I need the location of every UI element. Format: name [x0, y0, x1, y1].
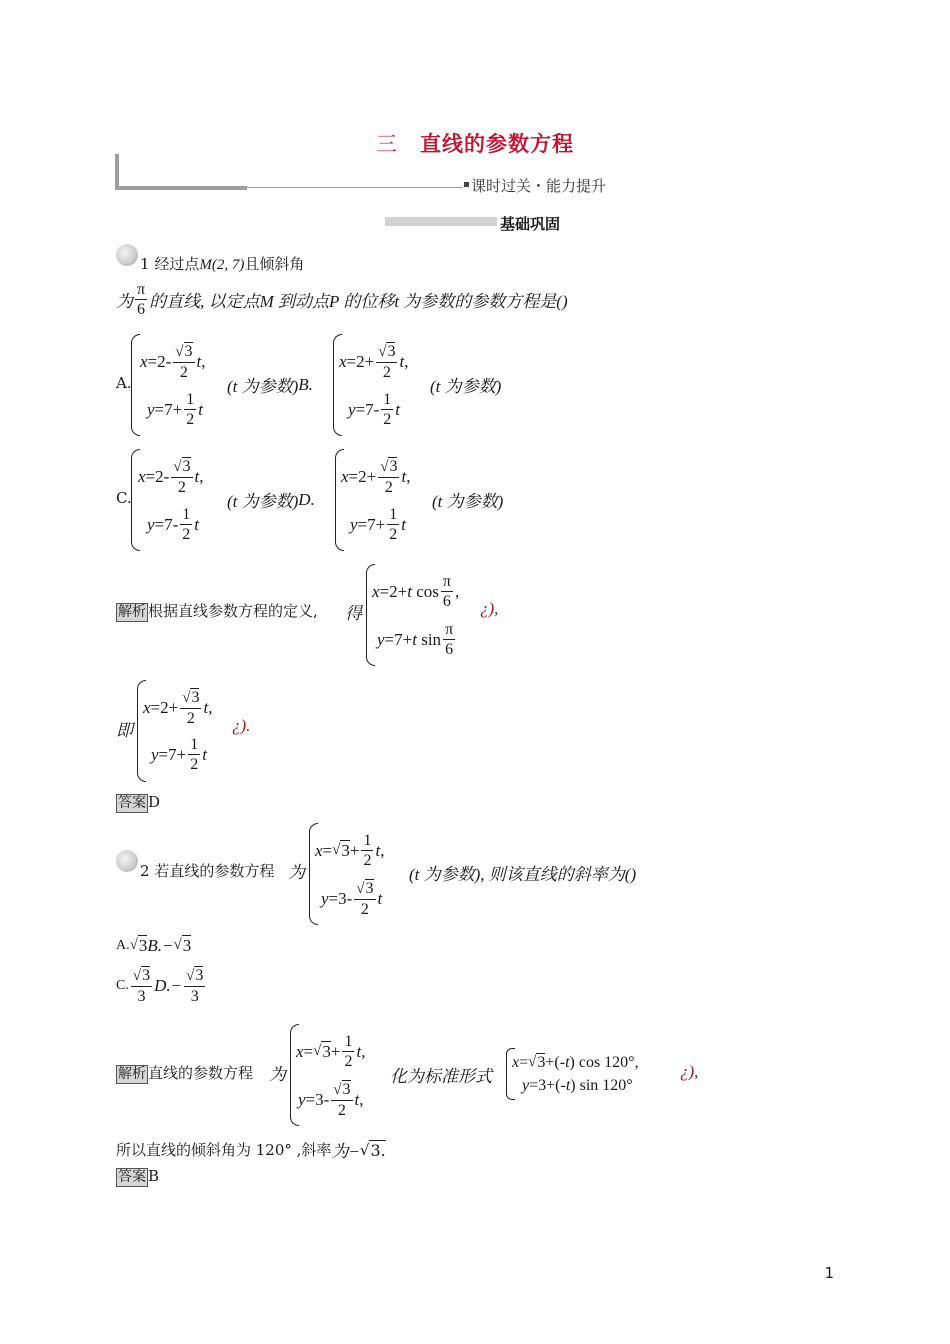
- q1-d-eq2: y =7+ $\frac{1}{2}$ t: [350, 506, 406, 543]
- q2-answer: B: [148, 1167, 160, 1185]
- sqrt-icon: √: [359, 1140, 370, 1159]
- q1-ji: 即: [116, 721, 133, 740]
- page-number: 1: [824, 1264, 834, 1282]
- q2-conclusion-text: 所以直线的倾斜角为 120° ,斜率: [116, 1141, 332, 1159]
- title-text: 直线的参数方程: [420, 132, 574, 156]
- q1-a-eq2: y =7+ $\frac{1}{2}$ t: [147, 391, 203, 428]
- q2-standard-eq2: y =3+(- t ) sin 120°: [522, 1077, 633, 1094]
- q1-analysis-eq2: y =7+ t sin $\frac{\pi}{6}$: [377, 621, 454, 658]
- q1-c-param-note: (t 为参数) D.: [227, 489, 315, 511]
- title-number: 三: [376, 132, 398, 156]
- q1-d-param-note: (t 为参数): [432, 492, 504, 511]
- section-label: 基础巩固: [500, 215, 561, 233]
- q2-stem-wei: 为: [288, 863, 305, 882]
- q1-analysis-tail: ¿),: [480, 599, 499, 618]
- q1-stem-b: 且倾斜角: [244, 255, 305, 273]
- q1-c-eq2: y =7- $\frac{1}{2}$ t: [147, 506, 200, 543]
- q2-analysis-wei: 为: [269, 1065, 286, 1084]
- q2-analysis-text: 直线的参数方程: [148, 1064, 254, 1082]
- q2-options-ab: A. √ 3 B.− √ 3: [116, 935, 192, 955]
- header-subtitle: 课时过关・能力提升: [471, 177, 607, 195]
- analysis-tag: 解析: [118, 604, 146, 620]
- q2-eq2: y =3- $\frac{√3}{2}$ t: [321, 880, 383, 918]
- q1-b-eq2: y =7- $\frac{1}{2}$ t: [348, 391, 401, 428]
- header-rule-thick: [115, 186, 247, 190]
- q1-ji-eq2: y =7+ $\frac{1}{2}$ t: [151, 736, 207, 773]
- q2-analysis-eq1: x = √ 3 + $\frac{1}{2}$ t ,: [296, 1033, 366, 1070]
- q2-answer-line: [116, 1167, 159, 1187]
- q2-analysis-eq2: y =3- $\frac{√3}{2}$ t ,: [298, 1081, 364, 1119]
- answer-tag: 答案: [118, 1169, 146, 1185]
- q1-stem-post: 的直线, 以定点M 到动点P 的位移t 为参数的参数方程是(): [149, 292, 568, 311]
- q1-b-param-note: (t 为参数): [430, 377, 502, 396]
- q1-option-a-label: A.: [116, 374, 132, 392]
- q1-analysis-line: [116, 600, 318, 622]
- q1-d-eq1: x =2+ $\frac{√3}{2}$ t ,: [341, 458, 411, 496]
- header-rule-vertical: [115, 154, 119, 190]
- q1-a-param-note: (t 为参数) B.: [227, 374, 313, 396]
- q1-stem-line2: [116, 280, 568, 319]
- section-bar: [385, 217, 497, 226]
- q2-conclusion-end: 3.: [370, 1140, 386, 1160]
- q2-conclusion-wei: 为−: [331, 1142, 360, 1161]
- q1-a-eq1: x =2- $\frac{√3}{2}$ t ,: [140, 343, 206, 381]
- q1-c-eq1: x =2- $\frac{√3}{2}$ t ,: [138, 458, 204, 496]
- q2-standard-eq1: x = √ 3 +(- t ) cos 120°,: [512, 1053, 639, 1071]
- q1-option-c-label: C.: [116, 489, 132, 507]
- analysis-tag: 解析: [118, 1066, 146, 1082]
- q2-eq1: x = √ 3 + $\frac{1}{2}$ t ,: [315, 832, 385, 869]
- q1-angle-fraction: $\frac{\pi}{6}$: [137, 281, 146, 318]
- question-bullet-icon: [116, 244, 138, 266]
- q1-number: 1: [140, 255, 150, 273]
- q1-b-eq1: x =2+ $\frac{√3}{2}$ t ,: [339, 343, 409, 381]
- q1-de: 得: [345, 604, 362, 623]
- q1-stem-pre: 为: [116, 292, 133, 311]
- q2-stem-a: 若直线的参数方程: [154, 862, 275, 880]
- q1-stem-point: M(2, 7): [199, 257, 245, 273]
- q2-analysis-mid: 化为标准形式: [390, 1067, 492, 1086]
- q2-analysis-tail: ¿),: [680, 1062, 699, 1081]
- q1-analysis-eq1: x =2+ t cos $\frac{\pi}{6}$ ,: [372, 573, 460, 610]
- q2-analysis-line: [116, 1062, 253, 1084]
- page-title: [0, 128, 950, 158]
- header-rule-thin: [247, 187, 463, 188]
- q1-stem-a: 经过点: [154, 255, 200, 273]
- header-bullet: [464, 182, 469, 187]
- question-bullet-icon: [116, 850, 138, 872]
- q2-options-cd: C. $\frac{√3}{3}$ D.− $\frac{√3}{3}$: [116, 967, 204, 1005]
- q1-answer-line: [116, 793, 160, 813]
- answer-tag: 答案: [118, 795, 146, 811]
- q1-stem-line1: [140, 253, 304, 274]
- q2-stem-b: (t 为参数), 则该直线的斜率为(): [409, 865, 637, 884]
- q1-answer: D: [148, 793, 161, 811]
- q1-analysis-text: 根据直线参数方程的定义,: [148, 602, 318, 620]
- q2-conclusion: [116, 1137, 386, 1162]
- q1-ji-tail: ¿).: [232, 716, 251, 735]
- q2-number: 2: [140, 862, 150, 880]
- q2-stem: [140, 860, 274, 881]
- brace: [131, 334, 140, 436]
- q1-ji-eq1: x =2+ $\frac{√3}{2}$ t ,: [143, 689, 213, 727]
